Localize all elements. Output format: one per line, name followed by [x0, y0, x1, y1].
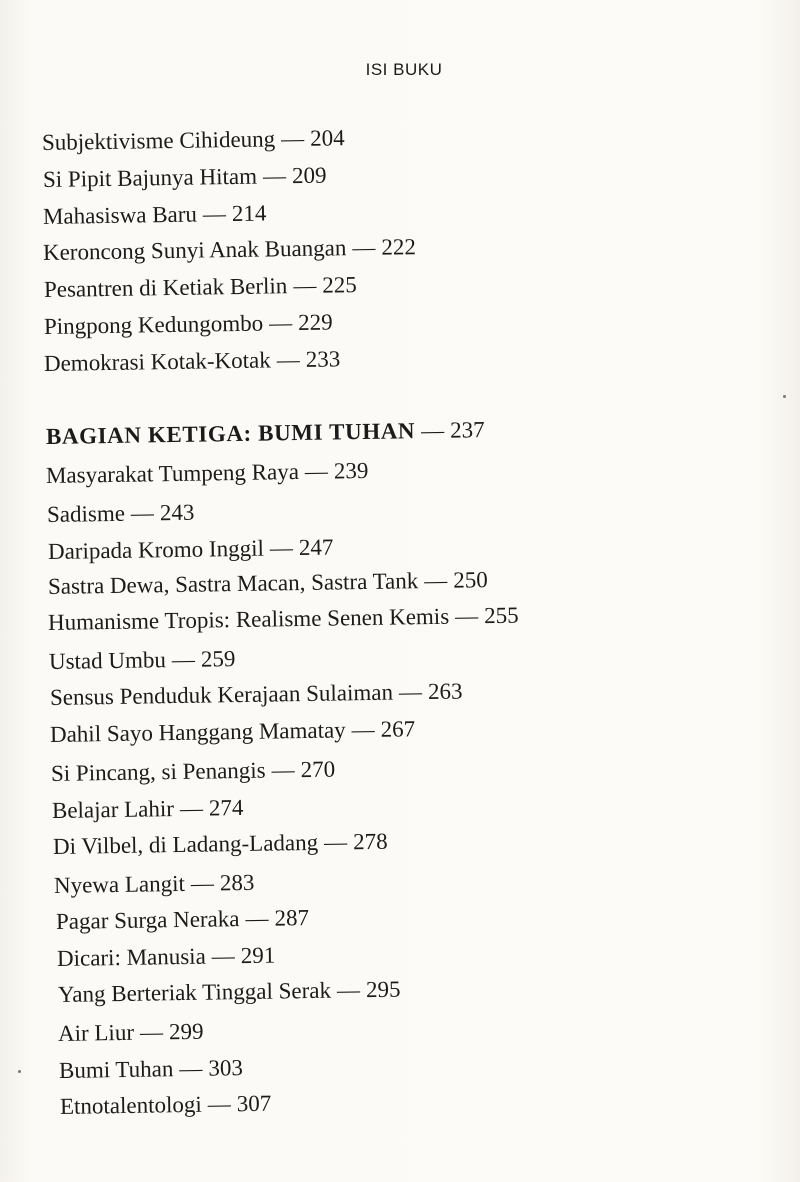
entry-page: 278 [352, 828, 388, 855]
entry-dash: — [139, 1019, 164, 1045]
entry-dash: — [269, 535, 294, 561]
toc-entry [52, 793, 244, 826]
toc-entry [43, 161, 327, 195]
toc-entry [50, 714, 416, 750]
entry-title: Humanisme Tropis: Realisme Senen Kemis [47, 603, 450, 635]
toc-entry [46, 456, 369, 491]
toc-entry [57, 941, 276, 974]
entry-dash: — [454, 603, 479, 629]
entry-dash: — [207, 1091, 231, 1117]
entry-title: Demokrasi Kotak-Kotak [43, 347, 271, 376]
entry-dash: — [336, 977, 361, 1003]
entry-title: Dicari: Manusia [56, 943, 206, 971]
entry-title: Masyarakat Tumpeng Raya [45, 459, 300, 488]
entry-title: Nyewa Langit [53, 870, 186, 898]
entry-page: 267 [380, 716, 416, 742]
entry-page: 255 [483, 602, 519, 629]
entry-page: 295 [365, 976, 401, 1003]
entry-title: Daripada Kromo Inggil [47, 535, 265, 564]
entry-page: 204 [309, 125, 345, 151]
entry-title: Sadisme [46, 500, 126, 527]
toc-entry [56, 903, 309, 937]
part-title: BAGIAN KETIGA: BUMI TUHAN [45, 418, 416, 449]
part-page: 237 [449, 417, 485, 443]
entry-dash: — [211, 943, 235, 969]
paper-speck [18, 1070, 21, 1073]
entry-title: Pagar Surga Neraka [55, 906, 240, 934]
entry-title: Etnotalentologi [59, 1091, 202, 1119]
toc-entry [51, 755, 336, 789]
entry-dash: — [179, 1055, 203, 1082]
entry-page: 274 [208, 794, 244, 821]
running-head: ISI BUKU [365, 60, 443, 79]
toc-entry [53, 827, 388, 862]
paper-speck [783, 395, 786, 398]
entry-title: Keroncong Sunyi Anak Buangan [42, 235, 347, 265]
entry-dash: — [276, 346, 300, 373]
entry-dash: — [398, 679, 423, 705]
entry-dash: — [424, 567, 448, 594]
entry-page: 307 [236, 1090, 272, 1117]
toc-entry [48, 565, 488, 602]
toc-entry [50, 677, 463, 713]
entry-title: Di Vilbel, di Ladang-Ladang [52, 829, 319, 859]
entry-page: 283 [219, 869, 255, 896]
entry-dash: — [171, 646, 196, 673]
entry-dash: — [130, 500, 155, 526]
entry-page: 287 [274, 905, 310, 931]
entry-page: 250 [453, 567, 488, 593]
entry-title: Dahil Sayo Hanggang Mamatay [49, 717, 346, 747]
entry-dash: — [280, 125, 305, 152]
entry-title: Sensus Penduduk Kerajaan Sulaiman [49, 679, 394, 710]
toc-entry [48, 601, 519, 638]
entry-page: 291 [240, 942, 276, 969]
toc-entry [58, 975, 401, 1010]
entry-dash: — [262, 163, 287, 189]
entry-page: 209 [291, 162, 327, 189]
entry-page: 225 [322, 272, 358, 298]
entry-page: 263 [427, 678, 463, 705]
toc-entry [44, 344, 341, 379]
entry-page: 214 [231, 200, 267, 227]
toc-entry [48, 533, 334, 567]
entry-title: Pesantren di Ketiak Berlin [43, 273, 288, 302]
entry-dash: — [271, 757, 295, 783]
entry-title: Sastra Dewa, Sastra Macan, Sastra Tank [47, 568, 419, 599]
part-heading [46, 415, 485, 452]
entry-title: Ustad Umbu [48, 647, 167, 674]
toc-entry [59, 1053, 243, 1086]
entry-page: 247 [298, 534, 334, 561]
toc-entry [44, 307, 333, 342]
toc-entry [43, 232, 416, 268]
toc-entry [58, 1017, 204, 1049]
entry-title: Subjektivisme Cihideung [41, 126, 276, 155]
entry-dash: — [352, 234, 376, 261]
entry-title: Mahasiswa Baru [42, 201, 198, 229]
entry-title: Air Liur [57, 1019, 135, 1046]
entry-title: Pingpong Kedungombo [43, 310, 264, 339]
entry-dash: — [202, 201, 227, 227]
entry-title: Si Pincang, si Penangis [50, 757, 266, 786]
toc-entry [42, 123, 345, 158]
entry-page: 303 [208, 1055, 244, 1081]
entry-dash: — [304, 458, 329, 484]
entry-page: 259 [200, 646, 236, 672]
entry-page: 229 [297, 309, 333, 336]
toc-entry [54, 868, 255, 901]
entry-dash: — [179, 795, 204, 821]
toc-entry [49, 644, 236, 677]
toc-entry [60, 1089, 272, 1122]
entry-page: 239 [333, 457, 369, 484]
entry-dash: — [190, 870, 215, 896]
entry-title: Yang Berteriak Tinggal Serak [57, 977, 332, 1007]
entry-dash: — [351, 716, 375, 743]
entry-dash: — [268, 310, 293, 336]
entry-page: 233 [305, 346, 341, 372]
entry-page: 243 [159, 499, 195, 526]
toc-entry [44, 270, 357, 305]
entry-page: 222 [381, 234, 417, 260]
entry-title: Bumi Tuhan [58, 1056, 174, 1083]
entry-dash: — [245, 905, 269, 932]
entry-page: 299 [168, 1018, 204, 1045]
toc-entry [43, 198, 267, 232]
entry-title: Si Pipit Bajunya Hitam [42, 163, 258, 192]
toc-entry [47, 498, 195, 530]
entry-page: 270 [300, 756, 336, 783]
entry-dash: — [420, 417, 445, 444]
entry-dash: — [293, 272, 317, 299]
entry-title: Belajar Lahir [51, 796, 175, 823]
entry-dash: — [323, 829, 348, 855]
